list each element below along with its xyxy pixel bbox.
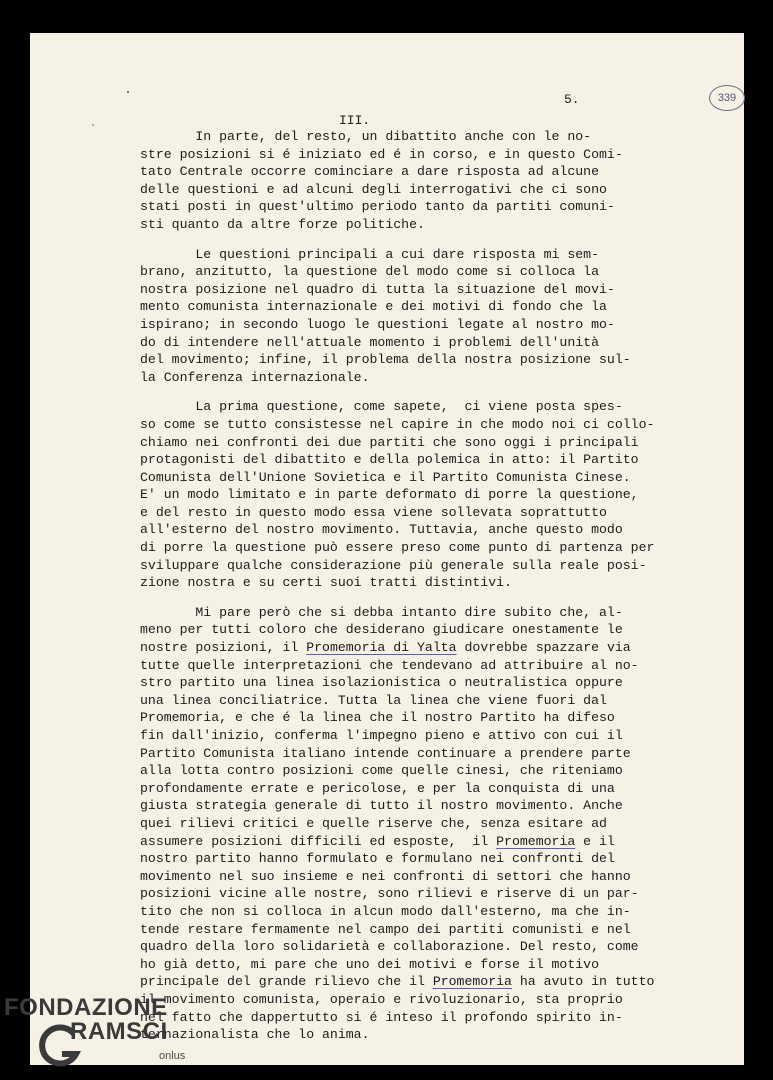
text-line: ho già detto, mi pare che uno dei motivi e forse il motivo xyxy=(140,956,599,972)
text-line: nostre posizioni, il Promemoria di Yalta dovrebbe spazzare via xyxy=(140,640,631,656)
text-line: Le questioni principali a cui dare risposta mi sem- xyxy=(140,246,599,262)
text-line: ispirano; in secondo luogo le questioni legate al nostro mo- xyxy=(140,316,615,332)
watermark-line3: onlus xyxy=(159,1050,186,1062)
paragraph xyxy=(140,246,720,387)
text-line: alla lotta contro posizioni come quelle cinesi, che riteniamo xyxy=(140,763,623,779)
text-line: stati posti in quest'ultimo periodo tanto da partiti comuni- xyxy=(140,199,615,215)
margin-mark: ˎ xyxy=(90,117,97,128)
text-line: sti quanto da altre forze politiche. xyxy=(140,216,425,232)
text-line: tende restare fermamente nel campo dei partiti comunisti e nel xyxy=(140,921,631,937)
section-title: III. xyxy=(339,113,371,128)
text-line: Comunista dell'Unione Sovietica e il Partito Comunista Cinese. xyxy=(140,469,631,485)
document-body xyxy=(140,128,720,1056)
underlined-title: Promemoria xyxy=(432,974,512,990)
text-line: tato Centrale occorre cominciare a dare risposta ad alcune xyxy=(140,164,599,180)
text-line: movimento nel suo insieme e nei confronti di settori che hanno xyxy=(140,868,631,884)
text-line: fin dall'inizio, conferma l'impegno pieno e attivo con cui il xyxy=(140,728,623,743)
text-line: brano, anzitutto, la questione del modo come si colloca la xyxy=(140,264,599,280)
archive-page-number: 339 xyxy=(709,85,745,111)
paragraph xyxy=(140,604,720,1044)
watermark-line2: RAMSCI xyxy=(70,1018,168,1045)
text-line: Partito Comunista italiano intende continuare a prendere parte xyxy=(140,745,631,761)
text-line: delle questioni e ad alcuni degli interrogativi che ci sono xyxy=(140,181,607,197)
text-line: sviluppare qualche considerazione più generale sulla reale posi- xyxy=(140,557,647,573)
underlined-title: Promemoria di Yalta xyxy=(306,640,457,656)
text-line: Mi pare però che si debba intanto dire subito che, al- xyxy=(140,604,623,620)
text-line: profondamente errate e pericolose, e per la conquista di una xyxy=(140,780,615,796)
text-line: tito che non si colloca in alcun modo dall'esterno, ma che in- xyxy=(140,903,631,919)
text-line: stre posizioni si é iniziato ed é in corso, e in questo Comi- xyxy=(140,146,623,162)
text-line: assumere posizioni difficili ed esposte, il Promemoria e il xyxy=(140,833,615,849)
text-line: stro partito una linea isolazionistica o neutralistica oppure xyxy=(140,675,623,691)
text-line: protagonisti del dibattito e della polemica in atto: il Partito xyxy=(140,452,639,468)
text-line: all'esterno del nostro movimento. Tuttavia, anche questo modo xyxy=(140,522,623,538)
text-line: del movimento; infine, il problema della nostra posizione sul- xyxy=(140,352,631,368)
text-line: ternazionalista che lo anima. xyxy=(140,1027,370,1043)
text-line: nostra posizione nel quadro di tutta la situazione del movi- xyxy=(140,281,615,297)
text-line: il movimento comunista, operaio e rivoluzionario, sta proprio xyxy=(140,991,623,1007)
watermark-line1: FONDAZIONE xyxy=(4,994,168,1021)
ink-speck xyxy=(127,91,129,93)
text-line: principale del grande rilievo che il Promemoria ha avuto in tutto xyxy=(140,974,655,990)
text-line: In parte, del resto, un dibattito anche con le no- xyxy=(140,129,592,144)
text-line: E' un modo limitato e in parte deformato di porre la questione, xyxy=(140,487,639,503)
text-line: so come se tutto consistesse nel capire in che modo noi ci collo- xyxy=(140,416,655,432)
text-line: quei rilievi critici e quelle riserve che, senza esitare ad xyxy=(140,815,607,831)
text-line: quadro della loro solidarietà e collaborazione. Del resto, come xyxy=(140,939,639,955)
text-line: nel fatto che dappertutto si é inteso il profondo spirito in- xyxy=(140,1009,623,1025)
text-line: una linea conciliatrice. Tutta la linea che viene fuori dal xyxy=(140,692,607,708)
text-line: giusta strategia generale di tutto il nostro movimento. Anche xyxy=(140,798,623,814)
text-line: meno per tutti coloro che desiderano giudicare onestamente le xyxy=(140,622,623,638)
paragraph xyxy=(140,398,720,592)
page-number: 5. xyxy=(564,92,580,107)
text-line: zione nostra e su certi suoi tratti distintivi. xyxy=(140,575,512,591)
text-line: mento comunista internazionale e dei motivi di fondo che la xyxy=(140,299,607,315)
text-line: tutte quelle interpretazioni che tendevano ad attribuire al no- xyxy=(140,657,639,673)
paragraph xyxy=(140,128,720,234)
text-line: e del resto in questo modo essa viene sollevata soprattutto xyxy=(140,504,607,520)
text-line: la Conferenza internazionale. xyxy=(140,369,370,385)
text-line: Promemoria, e che é la linea che il nostro Partito ha difeso xyxy=(140,710,615,726)
text-line: chiamo nei confronti dei due partiti che sono oggi i principali xyxy=(140,434,639,450)
underlined-title: Promemoria xyxy=(496,833,576,849)
text-line: posizioni vicine alle nostre, sono rilievi e riserve di un par- xyxy=(140,886,639,902)
text-line: La prima questione, come sapete, ci viene posta spes- xyxy=(140,399,623,415)
text-line: do di intendere nell'attuale momento i problemi dell'unità xyxy=(140,334,599,350)
text-line: di porre la questione può essere preso come punto di partenza per xyxy=(140,540,655,556)
text-line: nostro partito hanno formulato e formulano nei confronti del xyxy=(140,851,615,867)
